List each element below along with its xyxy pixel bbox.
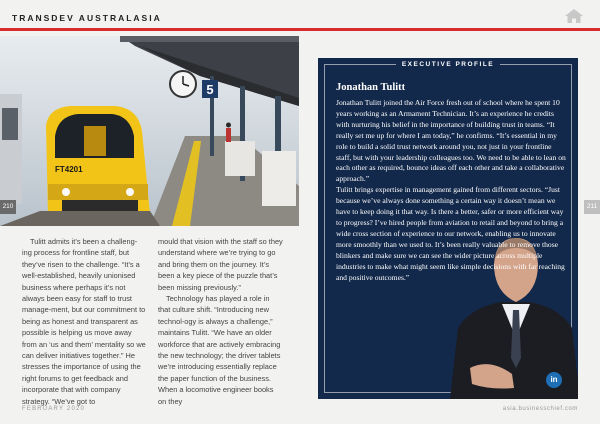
profile-label: EXECUTIVE PROFILE xyxy=(318,65,578,72)
executive-profile-box xyxy=(318,58,578,399)
body-column-2 xyxy=(158,236,283,407)
profile-paragraph: Tulitt brings expertise in management gained from different sectors. “Just because we’ve always done something a certain way it doesn’t mean we have to keep doing it that way. Is there a better, safer or more efficient way to progress? I’ve hired people from aviation to retail and beyond to bring a wide cross section of experience to our network, enabling us to innovate more smoothly than we used to. It’s been really valuable to remove those blinkers and make sure we can see the wider picture across multiple industries to make what might seem like simple decisions with far reaching and positive outcomes.” xyxy=(336,185,565,282)
body-paragraph: mould that vision with the staff so they understand where we’re trying to go and bring them on the journey. It’s been a key piece of the puzzle that’s been missing previously.” xyxy=(158,237,283,292)
website-url[interactable]: asia.businesschief.com xyxy=(502,406,578,412)
page-number-right: 211 xyxy=(584,200,600,214)
train-number: FT4201 xyxy=(55,165,83,174)
train-station-photo xyxy=(0,36,299,226)
body-paragraph: Technology has played a role in that culture shift. “Introducing new technol-ogy is always a challenge,” maintains Tulitt. “We have an older workforce that are actively embracing the new technology; the driver tablets we’re introducing essentially replace the paper function of the business. When a locomotive engineer books on they xyxy=(158,294,281,406)
linkedin-icon[interactable]: in xyxy=(546,372,562,388)
header-divider xyxy=(0,28,600,31)
platform-number: 5 xyxy=(206,82,214,97)
home-icon[interactable] xyxy=(564,8,584,24)
profile-name: Jonathan Tulitt xyxy=(336,82,406,93)
body-column-1 xyxy=(22,236,147,407)
profile-text xyxy=(336,98,568,283)
publication-title: TRANSDEV AUSTRALASIA xyxy=(12,13,162,23)
page-number-left: 210 xyxy=(0,200,16,214)
issue-date: FEBRUARY 2020 xyxy=(22,406,86,412)
body-paragraph: Tulitt admits it’s been a challeng-ing process for frontline staff, but they’ve risen to the challenge. “It’s a well-established, heavily unionised business where perhaps it’s not always been easy for staff to trust manage-ment, but our commitment to being as honest and transparent as possible is helping us move away from an ‘us and them’ mentality so we can deliver initiatives together.” He stresses the importance of using the right forums to get feedback and incorporate that with company strategy. “We’ve got to xyxy=(22,237,146,406)
profile-paragraph: Jonathan Tulitt joined the Air Force fresh out of school where he spent 10 years working as an Armament Technician. It’s an experience he credits with nurturing his belief in the importance of building trust in teams. “It really set me up for where I am today,” he confirms. “It’s essential in my role to build a solid trust network around you, not just in your frontline staff, but with your leadership colleagues too. We need to be able to lean on each other as required, bounce ideas off each other and take a collaborative approach.” xyxy=(336,98,566,184)
